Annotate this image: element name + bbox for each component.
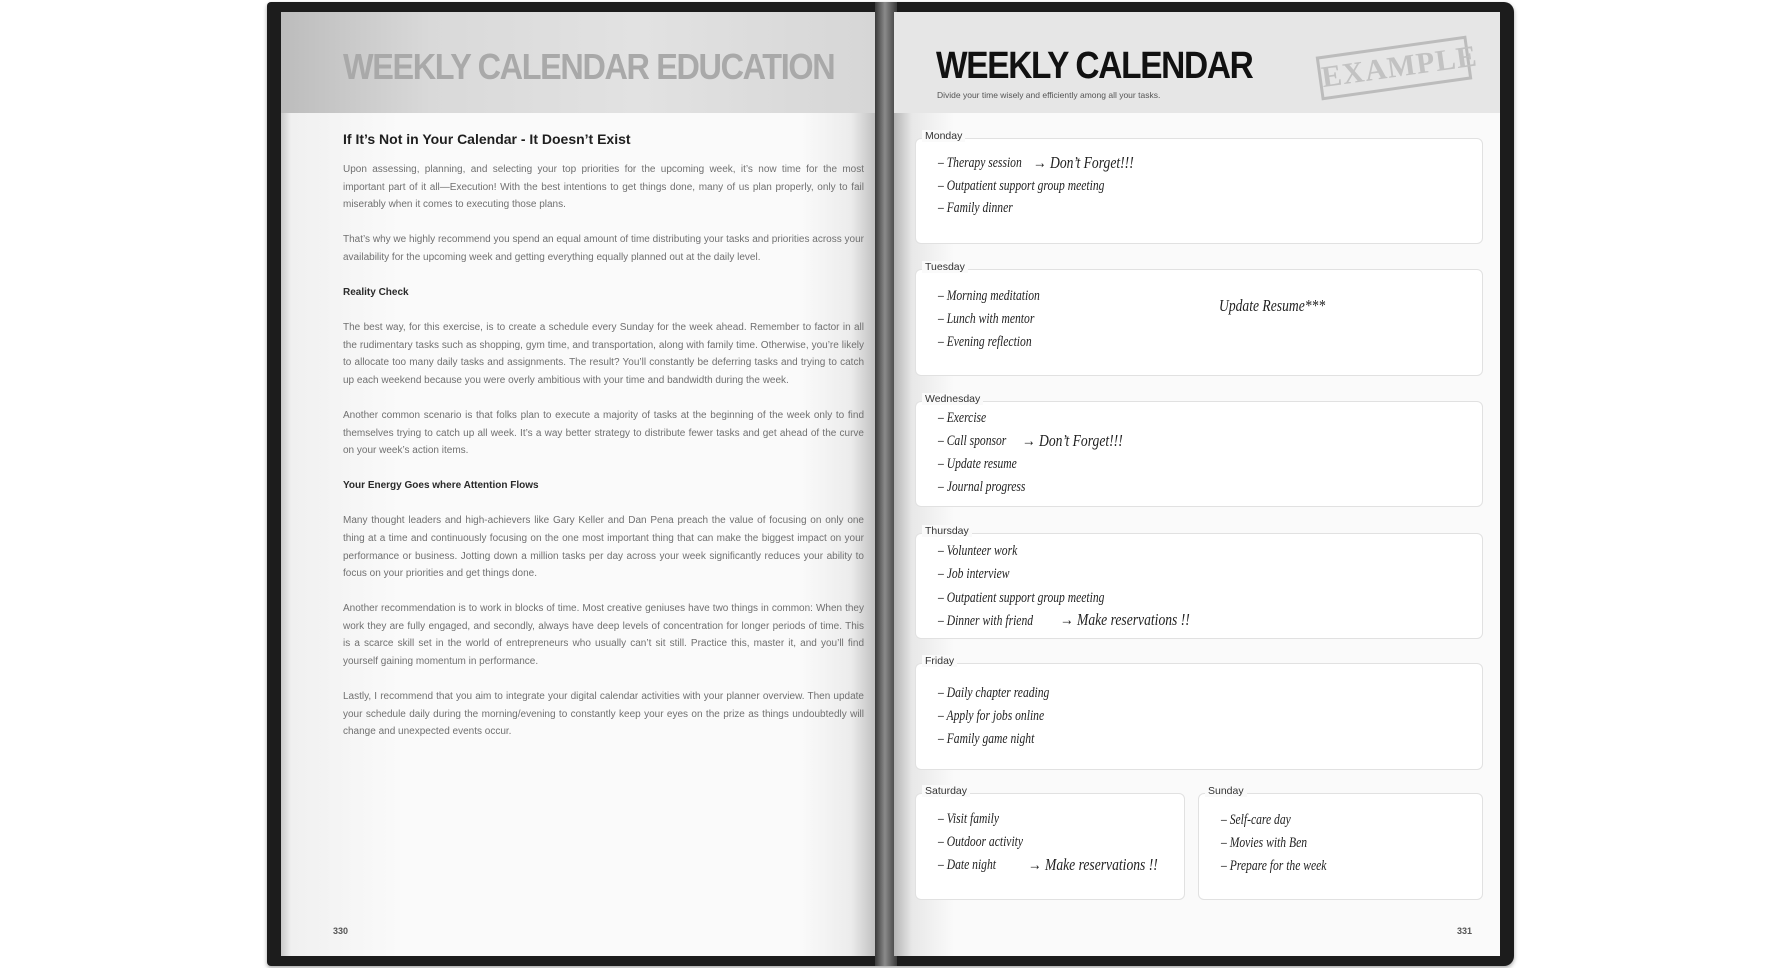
task-item: – Exercise [938,410,987,426]
weekly-calendar-title: WEEKLY CALENDAR [936,45,1253,87]
handwritten-note: → Don’t Forget!!! [1033,153,1134,172]
task-item: – Volunteer work [938,543,1018,559]
task-item: – Family game night [938,731,1035,747]
day-box-saturday [915,785,1185,900]
day-box-friday [915,655,1483,770]
day-box-wednesday [915,393,1483,507]
task-item: – Call sponsor [938,433,1007,449]
day-label-friday: Friday [922,655,957,667]
day-label-saturday: Saturday [922,785,970,797]
day-label-wednesday: Wednesday [922,393,983,405]
task-item: – Family dinner [938,200,1013,216]
left-page [281,12,877,956]
day-label-thursday: Thursday [922,525,972,537]
section-heading-energy: Your Energy Goes where Attention Flows [343,480,539,492]
article-paragraph: Another common scenario is that folks plan to execute a majority of tasks at the beginning of the week only to find themselves trying to catch up all week. It’s a way better strategy to distribute fewer tasks and get ahead of the curve on your week’s action items. [343,409,864,457]
task-item: – Apply for jobs online [938,708,1045,724]
day-box-thursday [915,525,1483,639]
left-page-title: WEEKLY CALENDAR EDUCATION [343,46,835,87]
example-stamp: EXAMPLE [1316,36,1473,101]
task-item: – Dinner with friend [938,613,1034,629]
task-item: – Journal progress [938,479,1026,495]
task-item: – Visit family [938,811,1000,827]
task-item: – Job interview [938,566,1010,582]
task-item: – Movies with Ben [1221,835,1308,851]
article-paragraph: Another recommendation is to work in blocks of time. Most creative geniuses have two things in common: When they work they are fully engaged, and secondly, always have deep levels of concentration for longer periods of time. This is a scarce skill set in the world of entrepreneurs who usually can’t sit still. Practice this, master it, and you’ll find yourself gaining momentum in performance. [343,603,864,667]
day-box-monday [915,130,1483,244]
article-paragraph: That’s why we highly recommend you spend an equal amount of time distributing your tasks and priorities across your availability for the upcoming week and getting everything equally planned out at the daily level. [343,234,864,263]
article-paragraph: Upon assessing, planning, and selecting your top priorities for the upcoming week, it’s now time for the most important part of it all—Execution! With the best intentions to get things done, many of us plan properly, only to fail miserably when it comes to executing those plans. [343,164,864,211]
day-label-sunday: Sunday [1205,785,1247,797]
task-item: – Evening reflection [938,334,1032,350]
day-label-tuesday: Tuesday [922,261,968,273]
handwritten-note: Update Resume*** [1219,296,1326,315]
task-item: – Lunch with mentor [938,311,1035,327]
right-page-header [894,12,1500,113]
task-item: – Outpatient support group meeting [938,178,1105,194]
left-page-header [281,12,877,113]
task-item: – Self-care day [1221,812,1291,828]
task-item: – Prepare for the week [1221,858,1327,874]
task-item: – Outdoor activity [938,834,1024,850]
task-item: – Outpatient support group meeting [938,590,1105,606]
handwritten-note: → Make reservations !! [1028,855,1158,874]
day-box-sunday [1198,785,1483,900]
weekly-calendar-subtitle: Divide your time wisely and efficiently among all your tasks. [937,90,1161,100]
handwritten-note: → Don’t Forget!!! [1022,431,1123,450]
task-item: – Daily chapter reading [938,685,1050,701]
page-number-left: 330 [333,926,349,936]
task-item: – Therapy session [938,155,1022,171]
page-number-right: 331 [1456,926,1472,936]
task-item: – Update resume [938,456,1017,472]
task-item: – Date night [938,857,996,873]
article-paragraph: Many thought leaders and high-achievers like Gary Keller and Dan Pena preach the value of focusing on only one thing at a time and continuously focusing on the one most important thing that can make the biggest impact on your performance or business. Jotting down a million tasks per day across your week significantly reduces your ability to focus on your priorities and get things done. [343,515,864,580]
article-paragraph: The best way, for this exercise, is to create a schedule every Sunday for the week ahead. Remember to factor in all the rudimentary tasks such as shopping, gym time, and transportation, along with family time. Otherwise, you’re likely to allocate too many daily tasks and assignments. The result? You’ll constantly be deferring tasks and trying to catch up each weekend because you were overly ambitious with your time and bandwidth during the week. [343,322,864,386]
article-body [343,131,864,758]
day-box-tuesday [915,261,1483,376]
article-paragraph: Lastly, I recommend that you aim to integrate your digital calendar activities with your planner overview. Then update your schedule daily during the morning/evening to constantly keep your eyes on the prize as things undoubtedly will change and unexpected events occur. [343,691,864,738]
open-book [267,2,1514,966]
handwritten-note: → Make reservations !! [1060,610,1190,629]
right-page [894,12,1500,956]
article-heading: If It’s Not in Your Calendar - It Doesn’t Exist [343,131,631,147]
section-heading-reality-check: Reality Check [343,286,409,298]
task-item: – Morning meditation [938,288,1040,304]
day-label-monday: Monday [922,130,965,142]
